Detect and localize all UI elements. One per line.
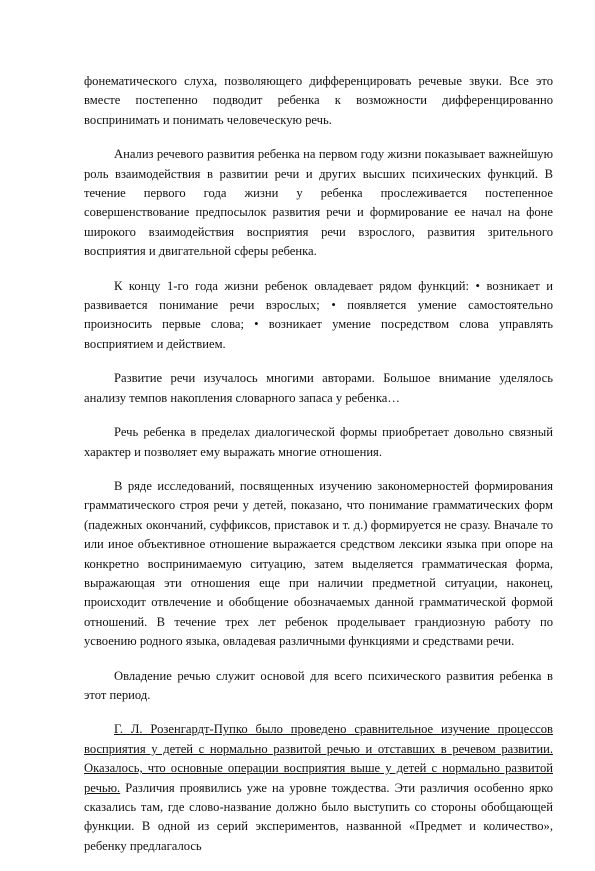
paragraph-3: К концу 1-го года жизни ребенок овладевает рядом функций: • возникает и развивается понимание речи взрослых; • появляется умение самостоятельно произносить первые слова; • возникает умение посредством слова управлять восприятием и действием. <box>84 278 553 351</box>
document-body <box>84 72 553 871</box>
paragraph-8 <box>84 720 553 856</box>
paragraph-1: фонематического слуха, позволяющего дифференцировать речевые звуки. Все это вместе постепенно подводит ребенка к возможности дифференцированно воспринимать и понимать человеческую речь. <box>84 74 553 127</box>
underlined-text: Г. Л. Розенгардт-Пупко было проведено сравнительное изучение процессов восприятия у детей с нормально развитой речью и отставших в речевом развитии. Оказалось, что основные операции восприятия выше у детей с нормально развитой речью. <box>84 722 553 795</box>
paragraph-7: Овладение речью служит основой для всего психического развития ребенка в этот период. <box>84 668 553 702</box>
paragraph-2: Анализ речевого развития ребенка на первом году жизни показывает важнейшую роль взаимодействия в развитии речи и других высших психических функций. В течение первого года жизни у ребенка прослеживается постепенное совершенствование предпосылок развития речи и формирование ее начал на фоне широкого взаимодействия восприятия речи взрослого, развития зрительного восприятия и двигательной сферы ребенка. <box>84 147 553 259</box>
paragraph-8-rest: Различия проявились уже на уровне тождества. Эти различия особенно ярко сказались там, где слово-название должно было выступить со стороны обобщающей функции. В одной из серий экспериментов, названной «Предмет и количество», ребенку предлагалось <box>84 780 553 853</box>
paragraph-4: Развитие речи изучалось многими авторами. Большое внимание уделялось анализу темпов накопления словарного запаса у ребенка… <box>84 371 553 405</box>
paragraph-6: В ряде исследований, посвященных изучению закономерностей формирования грамматического строя речи у детей, показано, что понимание грамматических форм (падежных окончаний, суффиксов, приставок и т. д.) формируется не сразу. Вначале то или иное объективное отношение выражается средством лексики языка при опоре на конкретно воспринимаемую ситуацию, затем выделяется грамматическая форма, выражающая эти отношения еще при наличии предметной ситуации, наконец, происходит отвлечение и обобщение обозначаемых данной грамматической формой отношений. В течение трех лет ребенок проделывает грандиозную работу по усвоению родного языка, овладевая различными функциями и средствами речи. <box>84 478 553 649</box>
paragraph-5: Речь ребенка в пределах диалогической формы приобретает довольно связный характер и позволяет ему выражать многие отношения. <box>84 425 553 459</box>
